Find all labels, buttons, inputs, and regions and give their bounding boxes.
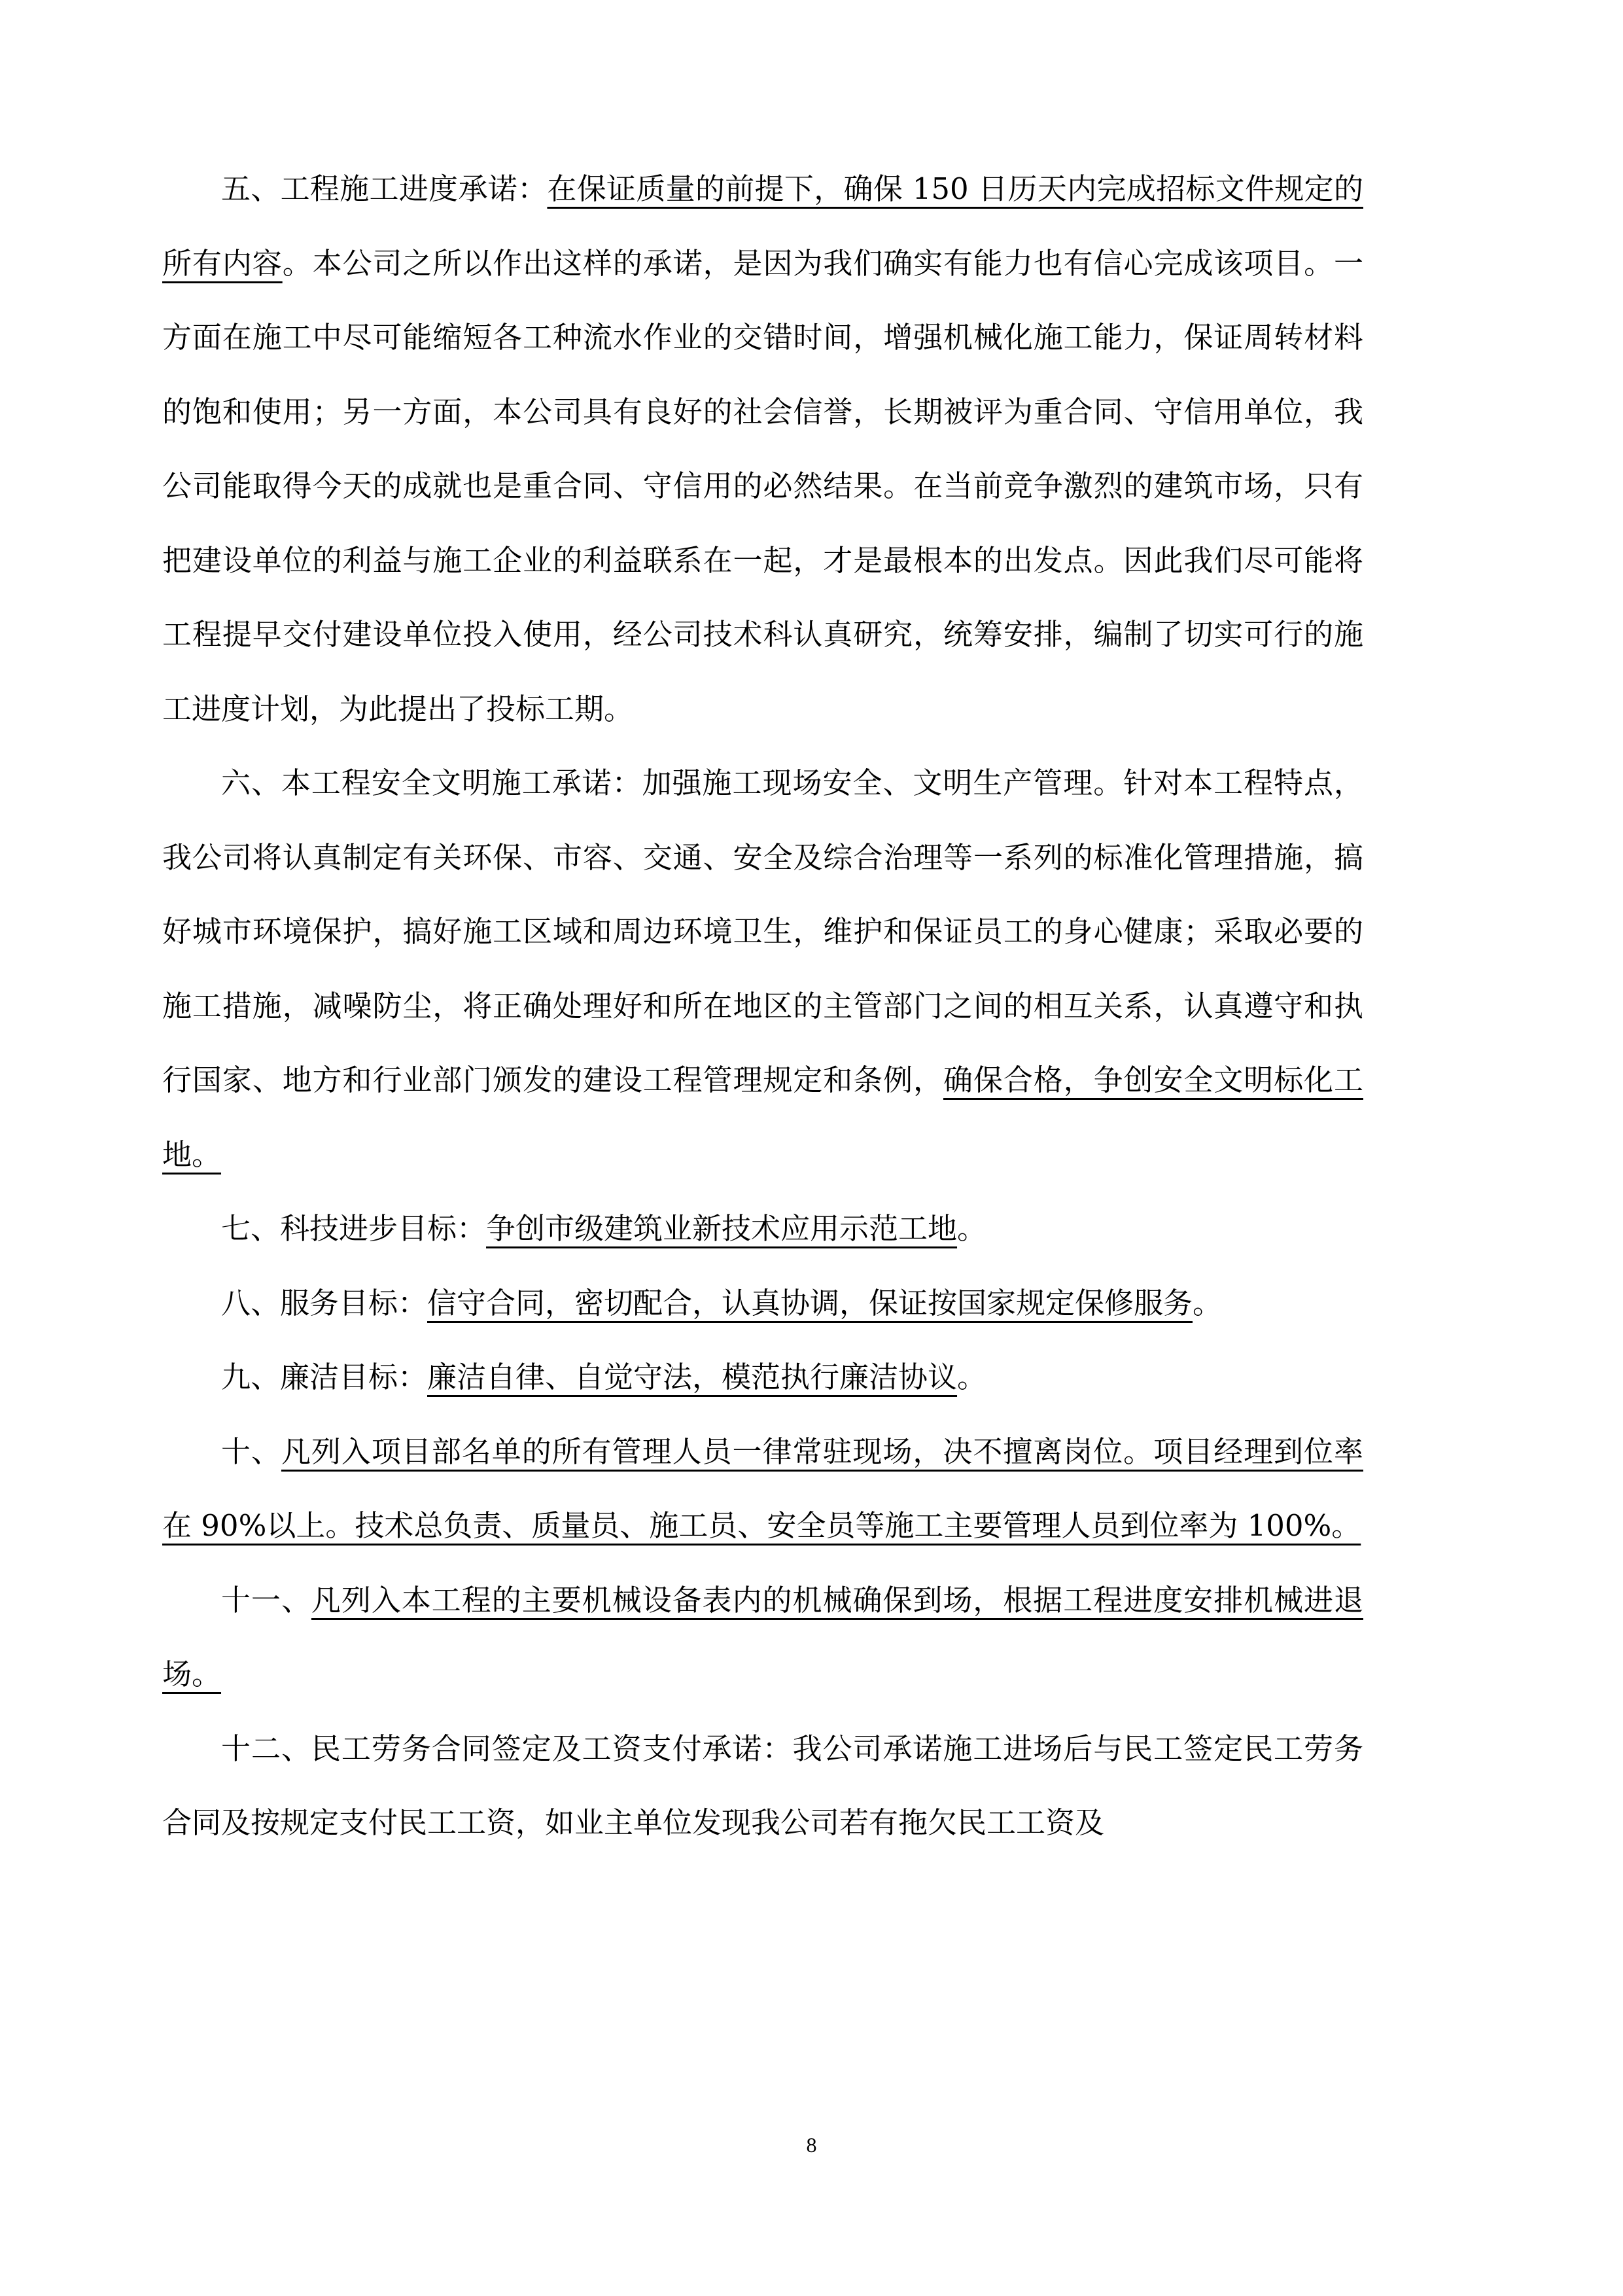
paragraph-8: [162, 1266, 1363, 1341]
paragraph-5: [162, 152, 1363, 746]
document-body: [162, 152, 1363, 1860]
paragraph-5-underlined: 在保证质量的前提下，确保 150 日历天内完成招标文件规定的所有内容: [162, 171, 1363, 281]
paragraph-10: [162, 1415, 1363, 1563]
paragraph-6-body: 六、本工程安全文明施工承诺：加强施工现场安全、文明生产管理。针对本工程特点，我公司将认真制定有关环保、市容、交通、安全及综合治理等一系列的标准化管理措施，搞好城市环境保护，搞好施工区域和周边环境卫生，维护和保证员工的身心健康；采取必要的施工措施，减噪防尘，将正确处理好和所在地区的主管部门之间的相互关系，认真遵守和执行国家、地方和行业部门颁发的建设工程管理规定和条例，: [162, 766, 1363, 1097]
paragraph-7-label: 七、科技进步目标：: [221, 1211, 487, 1246]
paragraph-9-end: 。: [957, 1360, 987, 1394]
paragraph-6-underlined: 确保合格，争创安全文明标化工地。: [162, 1063, 1363, 1172]
paragraph-8-end: 。: [1193, 1285, 1223, 1320]
paragraph-8-underlined: 信守合同，密切配合，认真协调，保证按国家规定保修服务: [427, 1285, 1193, 1320]
paragraph-7-end: 。: [957, 1211, 987, 1246]
paragraph-10-label: 十、: [221, 1434, 281, 1469]
paragraph-12-body: 十二、民工劳务合同签定及工资支付承诺：我公司承诺施工进场后与民工签定民工劳务合同及按规定支付民工工资，如业主单位发现我公司若有拖欠民工工资及: [162, 1731, 1363, 1840]
paragraph-10-underlined: 凡列入项目部名单的所有管理人员一律常驻现场，决不擅离岗位。项目经理到位率在 90%以上。技术总负责、质量员、施工员、安全员等施工主要管理人员到位率为 100%。: [162, 1434, 1363, 1543]
page-number: 8: [806, 2133, 817, 2157]
paragraph-7-underlined: 争创市级建筑业新技术应用示范工地: [486, 1211, 958, 1246]
paragraph-12: [162, 1712, 1363, 1860]
paragraph-7: [162, 1192, 1363, 1266]
paragraph-6: [162, 746, 1363, 1192]
paragraph-11: [162, 1563, 1363, 1712]
paragraph-9-label: 九、廉洁目标：: [221, 1360, 428, 1394]
paragraph-5-body: 。本公司之所以作出这样的承诺，是因为我们确实有能力也有信心完成该项目。一方面在施工中尽可能缩短各工种流水作业的交错时间，增强机械化施工能力，保证周转材料的饱和使用；另一方面，本公司具有良好的社会信誉，长期被评为重合同、守信用单位，我公司能取得今天的成就也是重合同、守信用的必然结果。在当前竞争激烈的建筑市场，只有把建设单位的利益与施工企业的利益联系在一起，才是最根本的出发点。因此我们尽可能将工程提早交付建设单位投入使用，经公司技术科认真研究，统筹安排，编制了切实可行的施工进度计划，为此提出了投标工期。: [162, 245, 1363, 726]
paragraph-11-underlined: 凡列入本工程的主要机械设备表内的机械确保到场，根据工程进度安排机械进退场。: [162, 1582, 1363, 1691]
paragraph-9-underlined: 廉洁自律、自觉守法，模范执行廉洁协议: [427, 1360, 958, 1394]
paragraph-5-label: 五、工程施工进度承诺：: [221, 171, 548, 206]
paragraph-9: [162, 1340, 1363, 1415]
paragraph-8-label: 八、服务目标：: [221, 1285, 428, 1320]
paragraph-11-label: 十一、: [221, 1582, 311, 1617]
